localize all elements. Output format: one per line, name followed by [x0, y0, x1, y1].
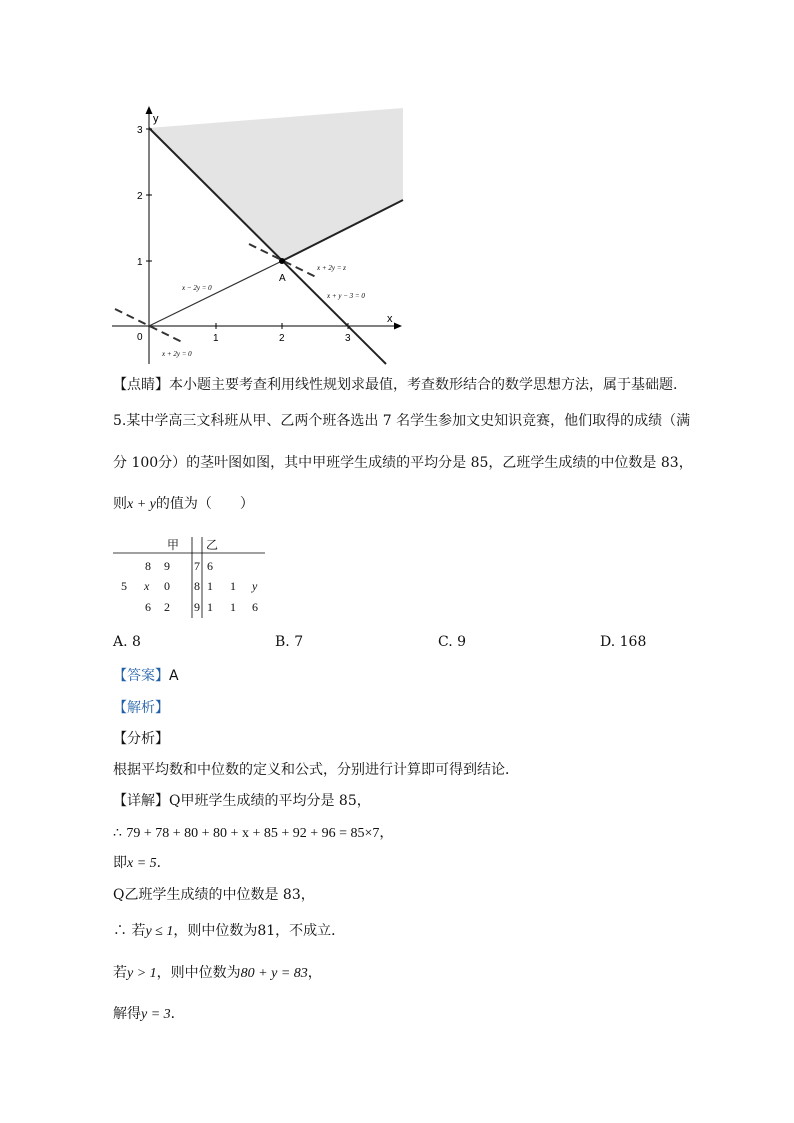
question-line-2: 分 100分）的茎叶图如图，其中甲班学生成绩的平均分是 85，乙班学生成绩的中位数是 83，	[113, 455, 693, 471]
detail-prefix-6: 若	[113, 965, 127, 981]
analysis-line	[113, 697, 169, 717]
row2-stem: 8	[194, 579, 200, 593]
question-math: x + y	[127, 497, 156, 512]
line-x-minus-2y	[149, 261, 282, 326]
x-tick-label-3: 3	[345, 333, 351, 344]
detail-math-7: y = 3	[141, 1007, 171, 1022]
detail-text-1: 甲班学生成绩的平均分是 85，	[180, 793, 371, 809]
detail-line-3	[113, 852, 171, 872]
detail-line-1	[113, 790, 371, 810]
header-yi: 乙	[206, 538, 219, 552]
detail-suffix-3: ．	[156, 855, 171, 871]
option-c: C. 9	[438, 634, 467, 650]
x-axis-label: x	[387, 313, 393, 325]
therefore-symbol-1: ∴	[113, 825, 122, 841]
label-x-plus-2y-z: x + 2y = z	[317, 264, 346, 272]
row3-right-2: 1	[230, 600, 236, 614]
detail-line-7	[113, 1003, 185, 1023]
because-symbol-2: Q	[113, 887, 125, 903]
y-tick-label-3: 3	[137, 125, 143, 136]
note-text: 本小题主要考查利用线性规划求最值，考查数形结合的数学思想方法，属于基础题.	[169, 377, 678, 393]
x-axis-arrow	[394, 323, 402, 330]
question-prefix: 则	[113, 496, 127, 512]
label-x-plus-2y-0: x + 2y = 0	[162, 350, 192, 358]
row1-left-2: 9	[164, 559, 170, 573]
note-line	[113, 374, 677, 394]
detail-text-4: 乙班学生成绩的中位数是 83，	[124, 887, 315, 903]
row1-stem: 7	[194, 559, 200, 573]
row3-left-1: 6	[145, 600, 151, 614]
fenxi-line	[113, 728, 169, 748]
answer-bracket: 【答案】	[113, 668, 169, 684]
fenxi-text: 根据平均数和中位数的定义和公式，分别进行计算即可得到结论．	[113, 762, 519, 778]
feasible-region	[149, 108, 403, 261]
detail-line-2	[113, 822, 393, 842]
question-line-3	[113, 493, 254, 513]
detail-math-6b: 80 + y = 83	[240, 966, 308, 981]
detail-math-5: y ≤ 1	[145, 924, 174, 939]
point-a	[279, 258, 285, 264]
linear-programming-graph	[110, 100, 405, 368]
y-axis-label: y	[153, 113, 159, 125]
label-x-minus-2y: x − 2y = 0	[182, 284, 212, 292]
detail-line-4	[113, 884, 315, 904]
row3-right-1: 1	[207, 600, 213, 614]
y-tick-label-2: 2	[137, 191, 143, 202]
row3-left-2: 2	[164, 600, 170, 614]
detail-suffix-7: ．	[170, 1006, 185, 1022]
point-a-label: A	[279, 273, 286, 284]
because-symbol: Q	[169, 793, 181, 809]
detail-suffix-6: ，	[307, 965, 322, 981]
detail-line-6	[113, 962, 322, 982]
y-axis-arrow	[146, 106, 153, 114]
therefore-symbol-2: ∴	[113, 923, 127, 939]
stem-leaf-table	[113, 535, 269, 620]
detail-suffix-5: ，则中位数为81，不成立．	[173, 923, 346, 939]
answer-value: A	[169, 668, 179, 684]
answer-line	[113, 665, 179, 685]
y-tick-label-1: 1	[137, 257, 143, 268]
analysis-bracket: 【解析】	[113, 700, 169, 716]
row3-right-3: 6	[252, 600, 258, 614]
detail-math-3: x = 5	[127, 856, 157, 871]
row2-right-1: 1	[207, 579, 213, 593]
fenxi-bracket: 【分析】	[113, 731, 169, 747]
row2-left-3: 0	[164, 579, 170, 593]
row2-right-3: y	[252, 579, 258, 593]
label-x-plus-y-minus-3: x + y − 3 = 0	[327, 292, 365, 300]
x-tick-label-2: 2	[279, 333, 285, 344]
option-a: A. 8	[113, 634, 141, 650]
origin-label: 0	[137, 332, 143, 343]
row1-left-1: 8	[145, 559, 151, 573]
detail-bracket: 【详解】	[113, 793, 169, 809]
x-tick-label-1: 1	[213, 333, 219, 344]
detail-line-5	[113, 920, 345, 940]
row1-right-1: 6	[207, 559, 213, 573]
detail-math-6: y > 1	[127, 966, 157, 981]
option-b: B. 7	[275, 634, 304, 650]
detail-prefix-3: 即	[113, 855, 127, 871]
row3-stem: 9	[194, 600, 200, 614]
detail-prefix-7: 解得	[113, 1006, 141, 1022]
question-suffix: 的值为（ ）	[155, 496, 254, 512]
row2-right-2: 1	[230, 579, 236, 593]
detail-prefix-5: 若	[131, 923, 146, 939]
detail-equation-1: 79 + 78 + 80 + 80 + x + 85 + 92 + 96 = 85×7，	[126, 826, 394, 841]
row2-left-1: 5	[121, 579, 127, 593]
question-line-1: 5.某中学高三文科班从甲、乙两个班各选出 7 名学生参加文史知识竞赛，他们取得的成绩（满	[113, 413, 691, 429]
note-bracket: 【点睛】	[113, 377, 169, 393]
header-jia: 甲	[167, 538, 180, 552]
option-d: D. 168	[600, 634, 647, 650]
row2-left-2: x	[144, 579, 150, 593]
detail-mid-6: ，则中位数为	[156, 965, 241, 981]
